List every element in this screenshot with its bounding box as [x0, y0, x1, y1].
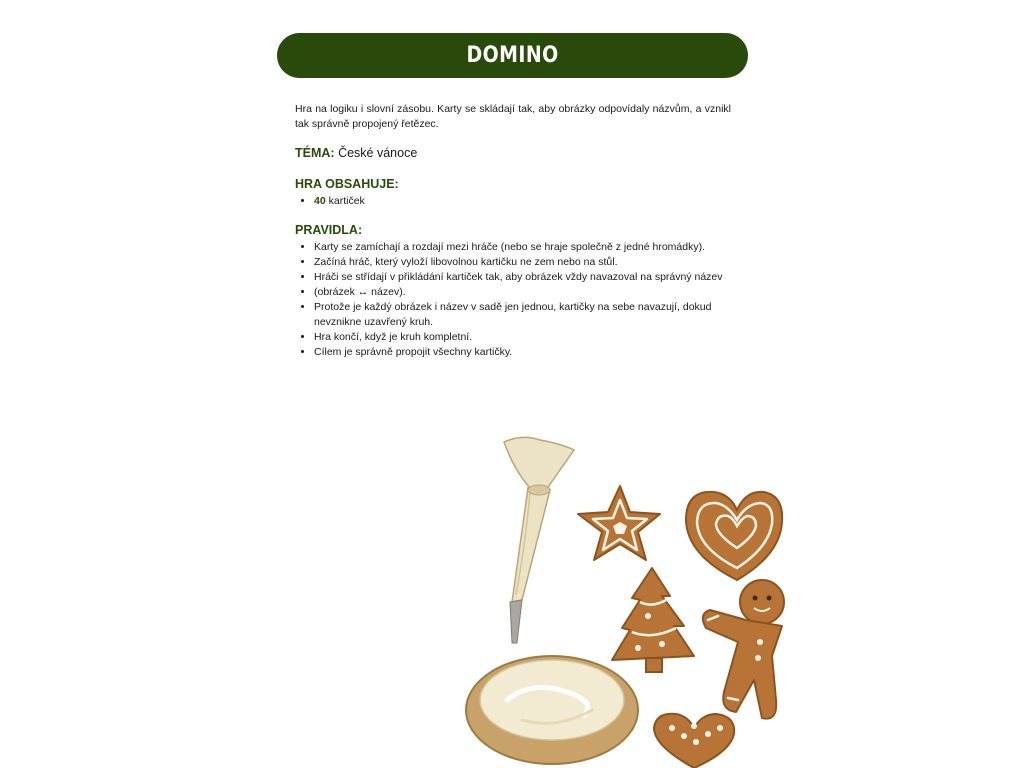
tree-cookie-icon — [612, 568, 694, 672]
rule-item: • Karty se zamíchají a rozdají mezi hráče (nebo se hraje společně z jedné hromádky). — [314, 240, 731, 255]
card-count-unit: kartiček — [328, 195, 365, 207]
content-area — [295, 102, 731, 374]
star-cookie-icon — [578, 486, 660, 560]
heart-cookie-icon — [686, 492, 782, 580]
rule-item: • Cílem je správně propojit všechny kartičky. — [314, 345, 731, 360]
page-title: DOMINO — [466, 43, 559, 68]
rules-heading: PRAVIDLA: — [295, 223, 363, 237]
rules-list — [295, 240, 731, 360]
theme-line — [295, 146, 731, 161]
theme-value: České vánoce — [338, 146, 418, 160]
title-banner — [277, 33, 748, 78]
theme-label: TÉMA: — [295, 146, 335, 160]
contents-heading: HRA OBSAHUJE: — [295, 177, 399, 191]
rule-item: • Protože je každý obrázek i název v sadě jen jednou, kartičky na sebe navazují, dokud nevznikne uzavřený kruh. — [314, 300, 731, 330]
intro-paragraph: Hra na logiku i slovní zásobu. Karty se skládají tak, aby obrázky odpovídaly názvům, a vznikl tak správně propojený řetězec. — [295, 103, 731, 130]
icing-bowl-icon — [466, 656, 638, 764]
rule-item: • (obrázek ↔ název). — [314, 285, 731, 300]
list-item — [314, 194, 731, 209]
piping-bag-icon — [504, 437, 574, 643]
gingerbread-illustration — [462, 430, 792, 768]
contents-list — [295, 194, 731, 209]
dotted-heart-cookie-icon — [654, 714, 734, 768]
card-count: 40 — [314, 195, 326, 207]
gingerbread-man-icon — [703, 580, 784, 719]
rule-item: • Začíná hráč, který vyloží libovolnou kartičku ne zem nebo na stůl. — [314, 255, 731, 270]
rule-item: • Hráči se střídají v přikládání kartiček tak, aby obrázek vždy navazoval na správný název — [314, 270, 731, 285]
rule-item: • Hra končí, když je kruh kompletní. — [314, 330, 731, 345]
